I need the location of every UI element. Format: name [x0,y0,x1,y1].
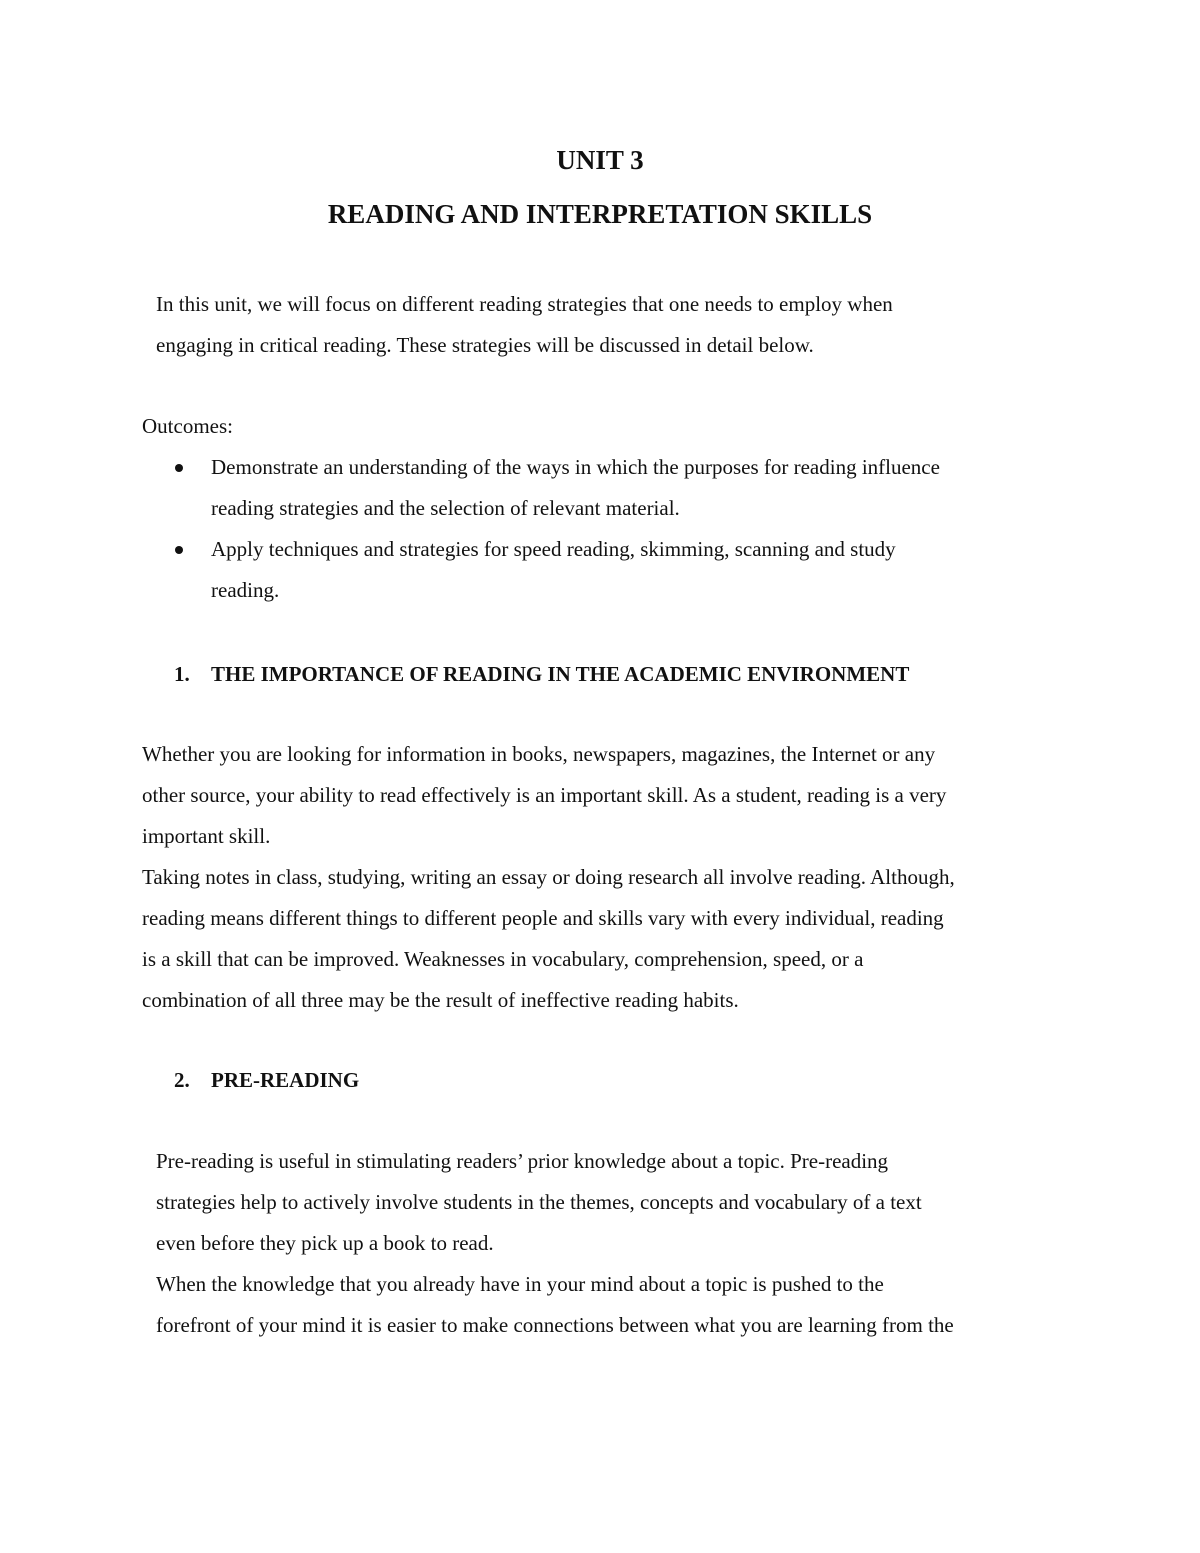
list-item [0,529,1200,611]
section-number: 1. [174,662,190,686]
text-line: Apply techniques and strategies for speed reading, skimming, scanning and study [211,537,896,561]
text-line: In this unit, we will focus on different reading strategies that one needs to employ when [156,292,893,316]
text-line: When the knowledge that you already have in your mind about a topic is pushed to the [156,1272,884,1296]
text-line: combination of all three may be the result of ineffective reading habits. [142,988,739,1012]
text-line: forefront of your mind it is easier to make connections between what you are learning from the [156,1313,954,1337]
text-line: engaging in critical reading. These strategies will be discussed in detail below. [156,333,814,357]
intro-paragraph [156,284,893,366]
text-line: Pre-reading is useful in stimulating readers’ prior knowledge about a topic. Pre-reading [156,1149,889,1173]
text-line: even before they pick up a book to read. [156,1231,494,1255]
bullet-icon [175,464,183,472]
section-number: 2. [174,1068,190,1092]
text-line: reading means different things to different people and skills vary with every individual, reading [142,906,944,930]
text-line: important skill. [142,824,271,848]
outcomes-label [142,406,233,447]
section-heading [174,660,1074,688]
section-heading [174,1066,1074,1094]
text-line: Whether you are looking for information in books, newspapers, magazines, the Internet or any [142,742,936,766]
unit-title: UNIT 3 [556,145,644,175]
text-line: Taking notes in class, studying, writing an essay or doing research all involve reading. Although, [142,865,955,889]
section-title: PRE-READING [211,1068,360,1092]
section-paragraph [156,1141,954,1346]
text-line: strategies help to actively involve students in the themes, concepts and vocabulary of a text [156,1190,922,1214]
text-line: Demonstrate an understanding of the ways in which the purposes for reading influence [211,455,940,479]
section-paragraph [142,734,955,1021]
section-title: THE IMPORTANCE OF READING IN THE ACADEMIC ENVIRONMENT [211,662,910,686]
text-line: other source, your ability to read effectively is an important skill. As a student, reading is a very [142,783,947,807]
outcomes-list [0,447,1200,611]
text-line: reading strategies and the selection of relevant material. [211,496,680,520]
text-line: is a skill that can be improved. Weaknesses in vocabulary, comprehension, speed, or a [142,947,864,971]
main-title: READING AND INTERPRETATION SKILLS [327,199,873,229]
list-item [0,447,1200,529]
text-line: reading. [211,578,280,602]
outcomes-label-text: Outcomes: [142,414,233,438]
bullet-icon [175,546,183,554]
